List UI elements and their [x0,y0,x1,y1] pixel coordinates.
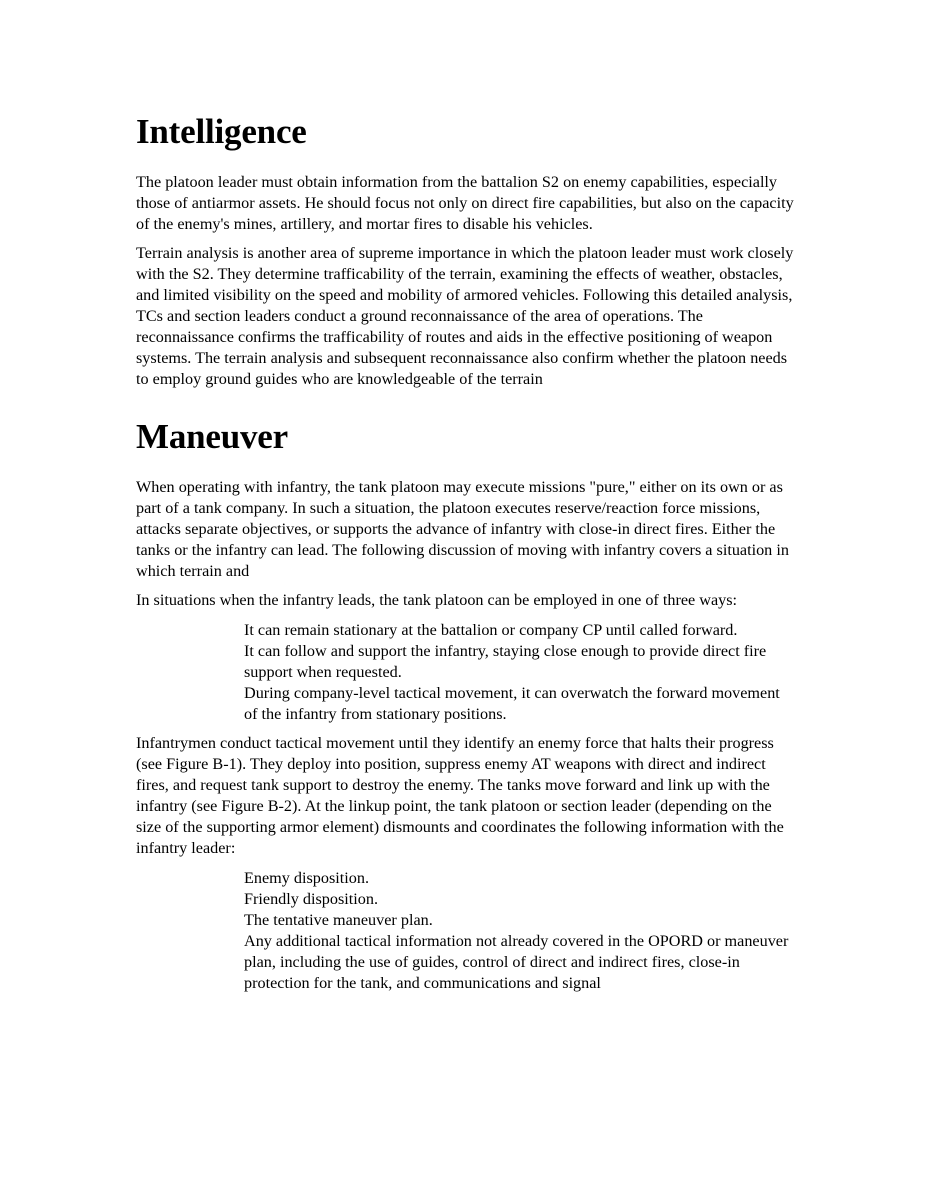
list-item: Friendly disposition. [244,890,379,908]
coordination-items-list [136,868,796,994]
list-item: Any additional tactical information not already covered in the OPORD or maneuver plan, including the use of guides, control of direct and indirect fires, close-in protection for the tank, and communications and signal [244,932,789,992]
list-item: During company-level tactical movement, it can overwatch the forward movement of the infantry from stationary positions. [244,684,780,723]
list-item: It can remain stationary at the battalion or company CP until called forward. [244,621,738,639]
paragraph: Terrain analysis is another area of supreme importance in which the platoon leader must work closely with the S2. They determine trafficability of the terrain, examining the effects of weather, obstacles, and limited visibility on the speed and mobility of armored vehicles. Following this detailed analysis, TCs and section leaders conduct a ground reconnaissance of the area of operations. The reconnaissance confirms the trafficability of routes and aids in the effective positioning of weapon systems. The terrain analysis and subsequent reconnaissance also confirm whether the platoon needs to employ ground guides who are knowledgeable of the terrain [136,244,794,388]
paragraph: When operating with infantry, the tank platoon may execute missions "pure," either on its own or as part of a tank company. In such a situation, the platoon executes reserve/reaction force missions, attacks separate objectives, or supports the advance of infantry with close-in direct fires. Either the tanks or the infantry can lead. The following discussion of moving with infantry covers a situation in which terrain and [136,478,789,580]
list-item: It can follow and support the infantry, staying close enough to provide direct fire support when requested. [244,642,767,681]
paragraph: The platoon leader must obtain information from the battalion S2 on enemy capabilities, especially those of antiarmor assets. He should focus not only on direct fire capabilities, but also on the capacity of the enemy's mines, artillery, and mortar fires to disable his vehicles. [136,173,794,233]
employment-options-list [136,620,796,725]
paragraph: Infantrymen conduct tactical movement until they identify an enemy force that halts their progress (see Figure B-1). They deploy into position, suppress enemy AT weapons with direct and indirect fires, and request tank support to destroy the enemy. The tanks move forward and link up with the infantry (see Figure B-2). At the linkup point, the tank platoon or section leader (depending on the size of the supporting armor element) dismounts and coordinates the following information with the infantry leader: [136,734,784,857]
section-heading-intelligence: Intelligence [136,112,307,151]
section-heading-maneuver: Maneuver [136,417,288,456]
list-item: The tentative maneuver plan. [244,911,433,929]
page-content [136,112,796,994]
paragraph: In situations when the infantry leads, the tank platoon can be employed in one of three ways: [136,591,738,609]
list-item: Enemy disposition. [244,869,370,887]
